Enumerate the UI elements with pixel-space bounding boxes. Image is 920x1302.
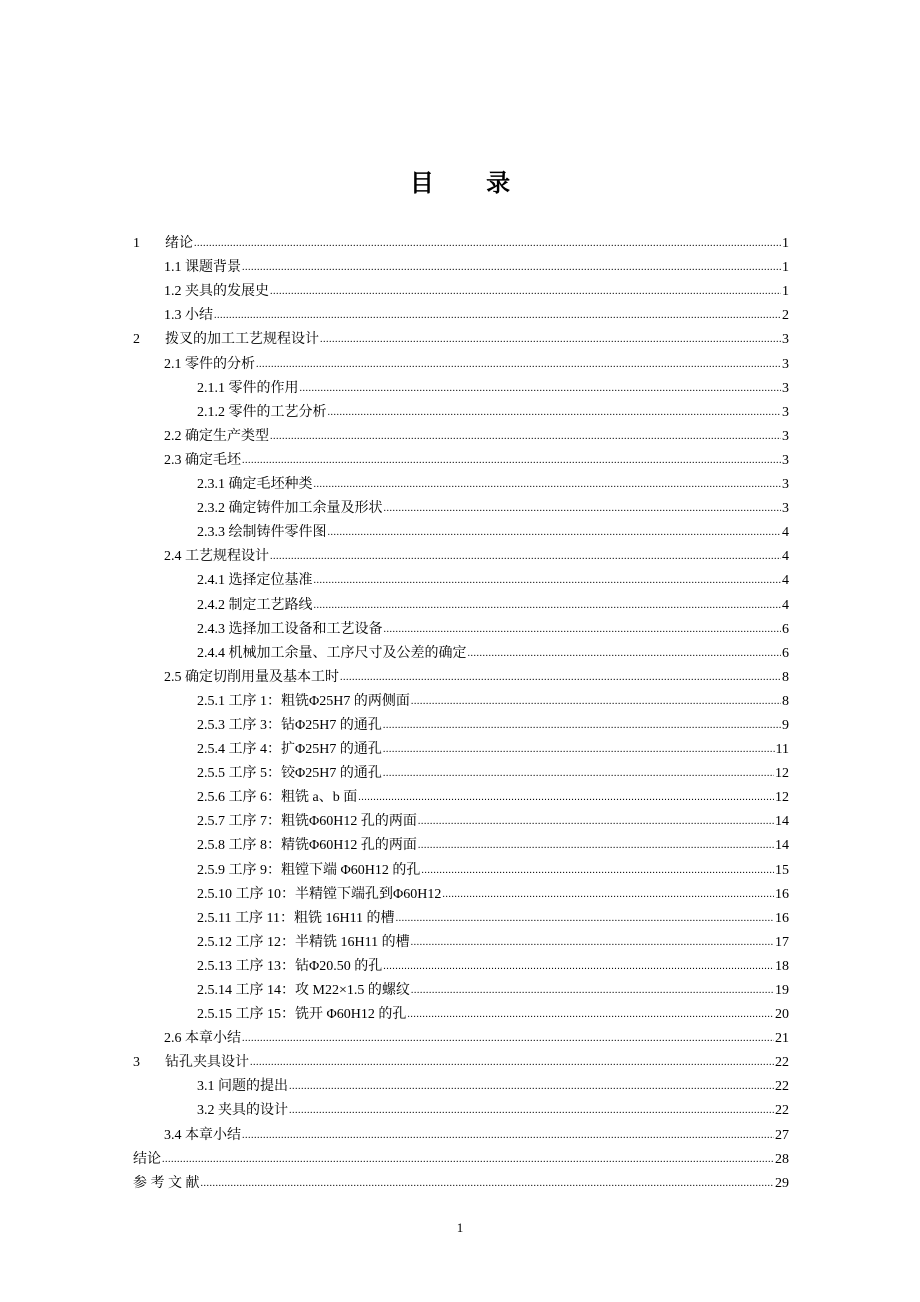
toc-entry[interactable] xyxy=(133,470,789,494)
toc-entry-title: 3.1 问题的提出 xyxy=(197,1079,288,1095)
toc-entry-number: 1 xyxy=(133,236,140,252)
toc-entry-page: 3 xyxy=(782,404,789,420)
dot-leader xyxy=(421,861,774,880)
toc-entry-page: 11 xyxy=(775,742,789,758)
toc-entry-title: 2.1.1 零件的作用 xyxy=(197,380,299,396)
toc-entry-title: 2.5.3 工序 3：钻Φ25H7 的通孔 xyxy=(197,717,382,733)
toc-entry-page: 12 xyxy=(775,790,789,806)
toc-entry-title: 1.3 小结 xyxy=(164,308,213,324)
toc-entry-page: 19 xyxy=(775,983,789,998)
toc-entry[interactable] xyxy=(133,1096,789,1120)
toc-entry-title: 2.3.1 确定毛坯种类 xyxy=(197,477,313,493)
dot-leader xyxy=(328,523,782,542)
dot-leader xyxy=(320,330,781,349)
dot-leader xyxy=(384,620,782,639)
toc-entry-title: 绪论 xyxy=(165,236,193,252)
toc-entry-page: 1 xyxy=(782,236,789,252)
toc-entry-title: 2.5.15 工序 15：铣开 Φ60H12 的孔 xyxy=(197,1007,407,1023)
toc-entry[interactable] xyxy=(133,446,789,470)
toc-entry[interactable] xyxy=(133,687,789,711)
toc-entry[interactable] xyxy=(133,807,789,831)
toc-entry-title: 拨叉的加工工艺规程设计 xyxy=(165,332,319,348)
dot-leader xyxy=(442,885,774,904)
toc-entry[interactable] xyxy=(133,422,789,446)
toc-entry-title: 2.5.12 工序 12：半精铣 16H11 的槽 xyxy=(197,934,410,950)
toc-entry-page: 17 xyxy=(775,934,789,950)
toc-entry-title: 2.6 本章小结 xyxy=(164,1031,241,1047)
toc-entry-title: 2.1 零件的分析 xyxy=(164,356,255,372)
toc-entry[interactable] xyxy=(133,663,789,687)
toc-entry[interactable] xyxy=(133,928,789,952)
toc-entry[interactable] xyxy=(133,952,789,976)
dot-leader xyxy=(242,1126,774,1145)
table-of-contents xyxy=(133,229,789,1193)
page-number: 1 xyxy=(456,1220,464,1235)
toc-entry[interactable] xyxy=(133,325,789,349)
toc-entry-title: 1.2 夹具的发展史 xyxy=(164,284,269,300)
toc-entry-page: 8 xyxy=(782,669,789,685)
dot-leader xyxy=(314,571,782,590)
toc-entry-number: 2 xyxy=(133,332,140,348)
dot-leader xyxy=(411,981,774,1000)
dot-leader xyxy=(270,282,781,301)
toc-entry-title: 2.4.4 机械加工余量、工序尺寸及公差的确定 xyxy=(197,645,467,661)
toc-entry[interactable] xyxy=(133,277,789,301)
toc-entry-title: 3.2 夹具的设计 xyxy=(197,1103,288,1119)
toc-entry-title: 2.5.13 工序 13：钻Φ20.50 的孔 xyxy=(197,958,383,974)
toc-entry-page: 28 xyxy=(775,1151,789,1167)
toc-entry-page: 3 xyxy=(782,501,789,517)
dot-leader xyxy=(383,716,781,735)
toc-entry-title: 2.5 确定切削用量及基本工时 xyxy=(164,669,339,685)
toc-entry[interactable] xyxy=(133,301,789,325)
toc-entry-page: 29 xyxy=(775,1175,789,1191)
dot-leader xyxy=(383,764,774,783)
dot-leader xyxy=(468,644,782,663)
dot-leader xyxy=(384,499,782,518)
toc-entry-page: 4 xyxy=(782,549,789,565)
toc-entry-page: 3 xyxy=(782,380,789,396)
toc-entry-title: 2.5.8 工序 8：精铣Φ60H12 孔的两面 xyxy=(197,838,417,854)
toc-entry[interactable] xyxy=(133,374,789,398)
toc-entry[interactable] xyxy=(133,831,789,855)
dot-leader xyxy=(383,957,774,976)
toc-entry[interactable] xyxy=(133,566,789,590)
toc-entry[interactable] xyxy=(133,1000,789,1024)
toc-entry-page: 16 xyxy=(775,910,789,926)
toc-entry-page: 3 xyxy=(782,356,789,372)
toc-entry-title: 2.1.2 零件的工艺分析 xyxy=(197,404,327,420)
toc-entry-page: 22 xyxy=(775,1055,789,1071)
toc-entry[interactable] xyxy=(133,904,789,928)
toc-entry-page: 2 xyxy=(782,308,789,324)
toc-entry-page: 14 xyxy=(775,814,789,830)
toc-entry-title: 2.5.6 工序 6：粗铣 a、b 面 xyxy=(197,790,358,806)
toc-entry[interactable] xyxy=(133,253,789,277)
toc-entry[interactable] xyxy=(133,735,789,759)
toc-entry-page: 20 xyxy=(775,1007,789,1023)
dot-leader xyxy=(328,403,782,422)
toc-entry-title: 2.4.3 选择加工设备和工艺设备 xyxy=(197,621,383,637)
toc-entry-title: 2.5.14 工序 14：攻 M22×1.5 的螺纹 xyxy=(197,983,410,998)
dot-leader xyxy=(242,1029,774,1048)
toc-entry-title: 2.4.2 制定工艺路线 xyxy=(197,597,313,613)
toc-entry-page: 15 xyxy=(775,862,789,878)
toc-entry[interactable] xyxy=(133,542,789,566)
dot-leader xyxy=(383,740,775,759)
toc-entry[interactable] xyxy=(133,229,789,253)
toc-entry[interactable] xyxy=(133,518,789,542)
toc-entry-page: 27 xyxy=(775,1127,789,1143)
dot-leader xyxy=(194,234,781,253)
toc-entry-page: 9 xyxy=(782,717,789,733)
toc-entry-title: 2.3.2 确定铸件加工余量及形状 xyxy=(197,501,383,517)
toc-entry[interactable] xyxy=(133,1048,789,1072)
toc-entry-title: 2.5.1 工序 1：粗铣Φ25H7 的两侧面 xyxy=(197,693,410,709)
toc-entry-page: 3 xyxy=(782,452,789,468)
toc-entry-page: 1 xyxy=(782,260,789,276)
toc-entry[interactable] xyxy=(133,711,789,735)
toc-entry-page: 1 xyxy=(782,284,789,300)
toc-entry-title: 2.4 工艺规程设计 xyxy=(164,549,269,565)
toc-entry[interactable] xyxy=(133,976,789,1000)
toc-entry-page: 3 xyxy=(782,428,789,444)
toc-entry[interactable] xyxy=(133,639,789,663)
toc-entry-page: 4 xyxy=(782,525,789,541)
toc-entry-title: 1.1 课题背景 xyxy=(164,260,241,276)
toc-entry-title: 2.2 确定生产类型 xyxy=(164,428,269,444)
toc-entry[interactable] xyxy=(133,1024,789,1048)
toc-entry-page: 3 xyxy=(782,477,789,493)
dot-leader xyxy=(250,1053,774,1072)
toc-entry[interactable] xyxy=(133,759,789,783)
dot-leader xyxy=(314,475,782,494)
dot-leader xyxy=(289,1077,774,1096)
dot-leader xyxy=(242,258,781,277)
toc-entry[interactable] xyxy=(133,783,789,807)
dot-leader xyxy=(270,547,781,566)
toc-entry[interactable] xyxy=(133,880,789,904)
dot-leader xyxy=(411,692,781,711)
toc-entry-title: 2.3 确定毛坯 xyxy=(164,452,241,468)
toc-entry-title: 2.5.5 工序 5：铰Φ25H7 的通孔 xyxy=(197,766,382,782)
dot-leader xyxy=(300,379,782,398)
toc-entry-title: 2.5.10 工序 10：半精镗下端孔到Φ60H12 xyxy=(197,886,442,902)
toc-entry-title: 2.5.4 工序 4：扩Φ25H7 的通孔 xyxy=(197,742,382,758)
dot-leader xyxy=(314,596,782,615)
toc-entry-page: 16 xyxy=(775,886,789,902)
toc-entry-title: 2.5.11 工序 11：粗铣 16H11 的槽 xyxy=(197,910,395,926)
toc-entry-page: 6 xyxy=(782,645,789,661)
dot-leader xyxy=(358,788,774,807)
dot-leader xyxy=(214,306,781,325)
toc-entry[interactable] xyxy=(133,1169,789,1193)
toc-entry[interactable] xyxy=(133,615,789,639)
toc-entry-title: 2.3.3 绘制铸件零件图 xyxy=(197,525,327,541)
dot-leader xyxy=(289,1101,774,1120)
toc-entry[interactable] xyxy=(133,1072,789,1096)
dot-leader xyxy=(418,836,774,855)
dot-leader xyxy=(396,909,774,928)
toc-entry-number: 3 xyxy=(133,1055,140,1071)
toc-entry-title: 3.4 本章小结 xyxy=(164,1127,241,1143)
toc-entry-title: 2.4.1 选择定位基准 xyxy=(197,573,313,589)
toc-entry-title: 钻孔夹具设计 xyxy=(165,1055,249,1071)
dot-leader xyxy=(162,1150,774,1169)
toc-entry-title: 参 考 文 献 xyxy=(133,1175,200,1191)
toc-entry[interactable] xyxy=(133,855,789,879)
toc-entry-page: 8 xyxy=(782,693,789,709)
toc-entry-page: 3 xyxy=(782,332,789,348)
page-title: 目 录 xyxy=(409,169,533,197)
dot-leader xyxy=(411,933,774,952)
toc-entry[interactable] xyxy=(133,1145,789,1169)
toc-entry[interactable] xyxy=(133,398,789,422)
toc-entry-page: 4 xyxy=(782,597,789,613)
dot-leader xyxy=(418,812,774,831)
toc-entry-page: 14 xyxy=(775,838,789,854)
dot-leader xyxy=(340,668,781,687)
toc-entry-page: 22 xyxy=(775,1079,789,1095)
toc-entry-page: 22 xyxy=(775,1103,789,1119)
toc-entry[interactable] xyxy=(133,494,789,518)
toc-entry-page: 6 xyxy=(782,621,789,637)
dot-leader xyxy=(407,1005,774,1024)
toc-entry[interactable] xyxy=(133,349,789,373)
toc-entry-page: 4 xyxy=(782,573,789,589)
toc-entry-title: 结论 xyxy=(133,1151,161,1167)
toc-entry-page: 21 xyxy=(775,1031,789,1047)
dot-leader xyxy=(270,427,781,446)
toc-entry-title: 2.5.7 工序 7：粗铣Φ60H12 孔的两面 xyxy=(197,814,417,830)
dot-leader xyxy=(201,1174,775,1193)
toc-entry[interactable] xyxy=(133,590,789,614)
dot-leader xyxy=(256,355,781,374)
toc-entry[interactable] xyxy=(133,1120,789,1144)
toc-entry-page: 12 xyxy=(775,766,789,782)
toc-entry-title: 2.5.9 工序 9：粗镗下端 Φ60H12 的孔 xyxy=(197,862,421,878)
toc-entry-page: 18 xyxy=(775,958,789,974)
dot-leader xyxy=(242,451,781,470)
